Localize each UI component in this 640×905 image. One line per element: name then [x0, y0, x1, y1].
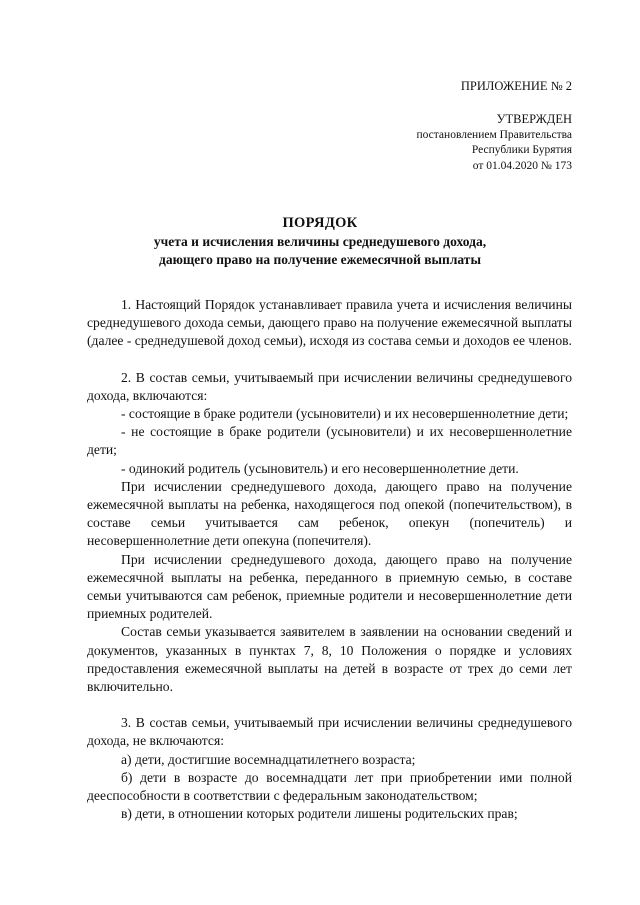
title-line-2: дающего право на получение ежемесячной выплаты — [159, 252, 481, 267]
appendix-number: ПРИЛОЖЕНИЕ № 2 — [460, 79, 572, 93]
paragraph: - не состоящие в браке родители (усыновители) и их несовершеннолетние дети; — [87, 424, 572, 458]
paragraph: - состоящие в браке родители (усыновители) и их несовершеннолетние дети; — [121, 406, 569, 422]
paragraph: а) дети, достигшие восемнадцатилетнего возраста; — [121, 751, 416, 767]
document-title — [100, 214, 540, 269]
paragraph: 3. В состав семьи, учитываемый при исчислении величины среднедушевого дохода, не включаются: — [87, 715, 572, 749]
document-body — [87, 296, 572, 823]
date-number-line: от 01.04.2020 № 173 — [472, 159, 572, 172]
paragraph: в) дети, в отношении которых родители лишены родительских прав; — [121, 806, 518, 822]
paragraph: б) дети в возрасте до восемнадцати лет при приобретении ими полной дееспособности в соответствии с федеральным законодательством; — [87, 769, 572, 804]
appendix-label — [461, 79, 572, 95]
paragraph: 1. Настоящий Порядок устанавливает правила учета и исчисления величины среднедушевого дохода семьи, дающего право на получение ежемесячной выплаты (далее - среднедушевой доход семьи), исходя из состава семьи и доходов ее членов. — [87, 297, 572, 349]
paragraph: 2. В состав семьи, учитываемый при исчислении величины среднедушевого дохода, включаются: — [87, 369, 572, 403]
paragraph: При исчислении среднедушевого дохода, дающего право на получение ежемесячной выплаты на ребенка, находящегося под опекой (попечительством), в составе семьи учитывается сам ребенок, опекун (попечитель) и несовершеннолетние дети опекуна (попечителя). — [87, 478, 572, 549]
paragraph: При исчислении среднедушевого дохода, дающего право на получение ежемесячной выплаты на ребенка, переданного в приемную семью, в составе семьи учитываются сам ребенок, приемные родители и несовершеннолетние дети приемных родителей. — [87, 551, 572, 622]
republic-line: Республики Бурятия — [471, 144, 572, 156]
title-main: ПОРЯДОК — [282, 215, 358, 231]
approval-block — [416, 112, 572, 174]
title-line-1: учета и исчисления величины среднедушевого дохода, — [153, 234, 487, 249]
paragraph: Состав семьи указывается заявителем в заявлении на основании сведений и документов, указанных в пунктах 7, 8, 10 Положения о порядке и условиях предоставления ежемесячной выплаты на детей в возрасте от трех до семи лет включительно. — [87, 624, 572, 695]
approved-label: УТВЕРЖДЕН — [496, 112, 572, 126]
resolution-line: постановлением Правительства — [416, 128, 572, 141]
paragraph: - одинокий родитель (усыновитель) и его несовершеннолетние дети. — [121, 460, 519, 476]
